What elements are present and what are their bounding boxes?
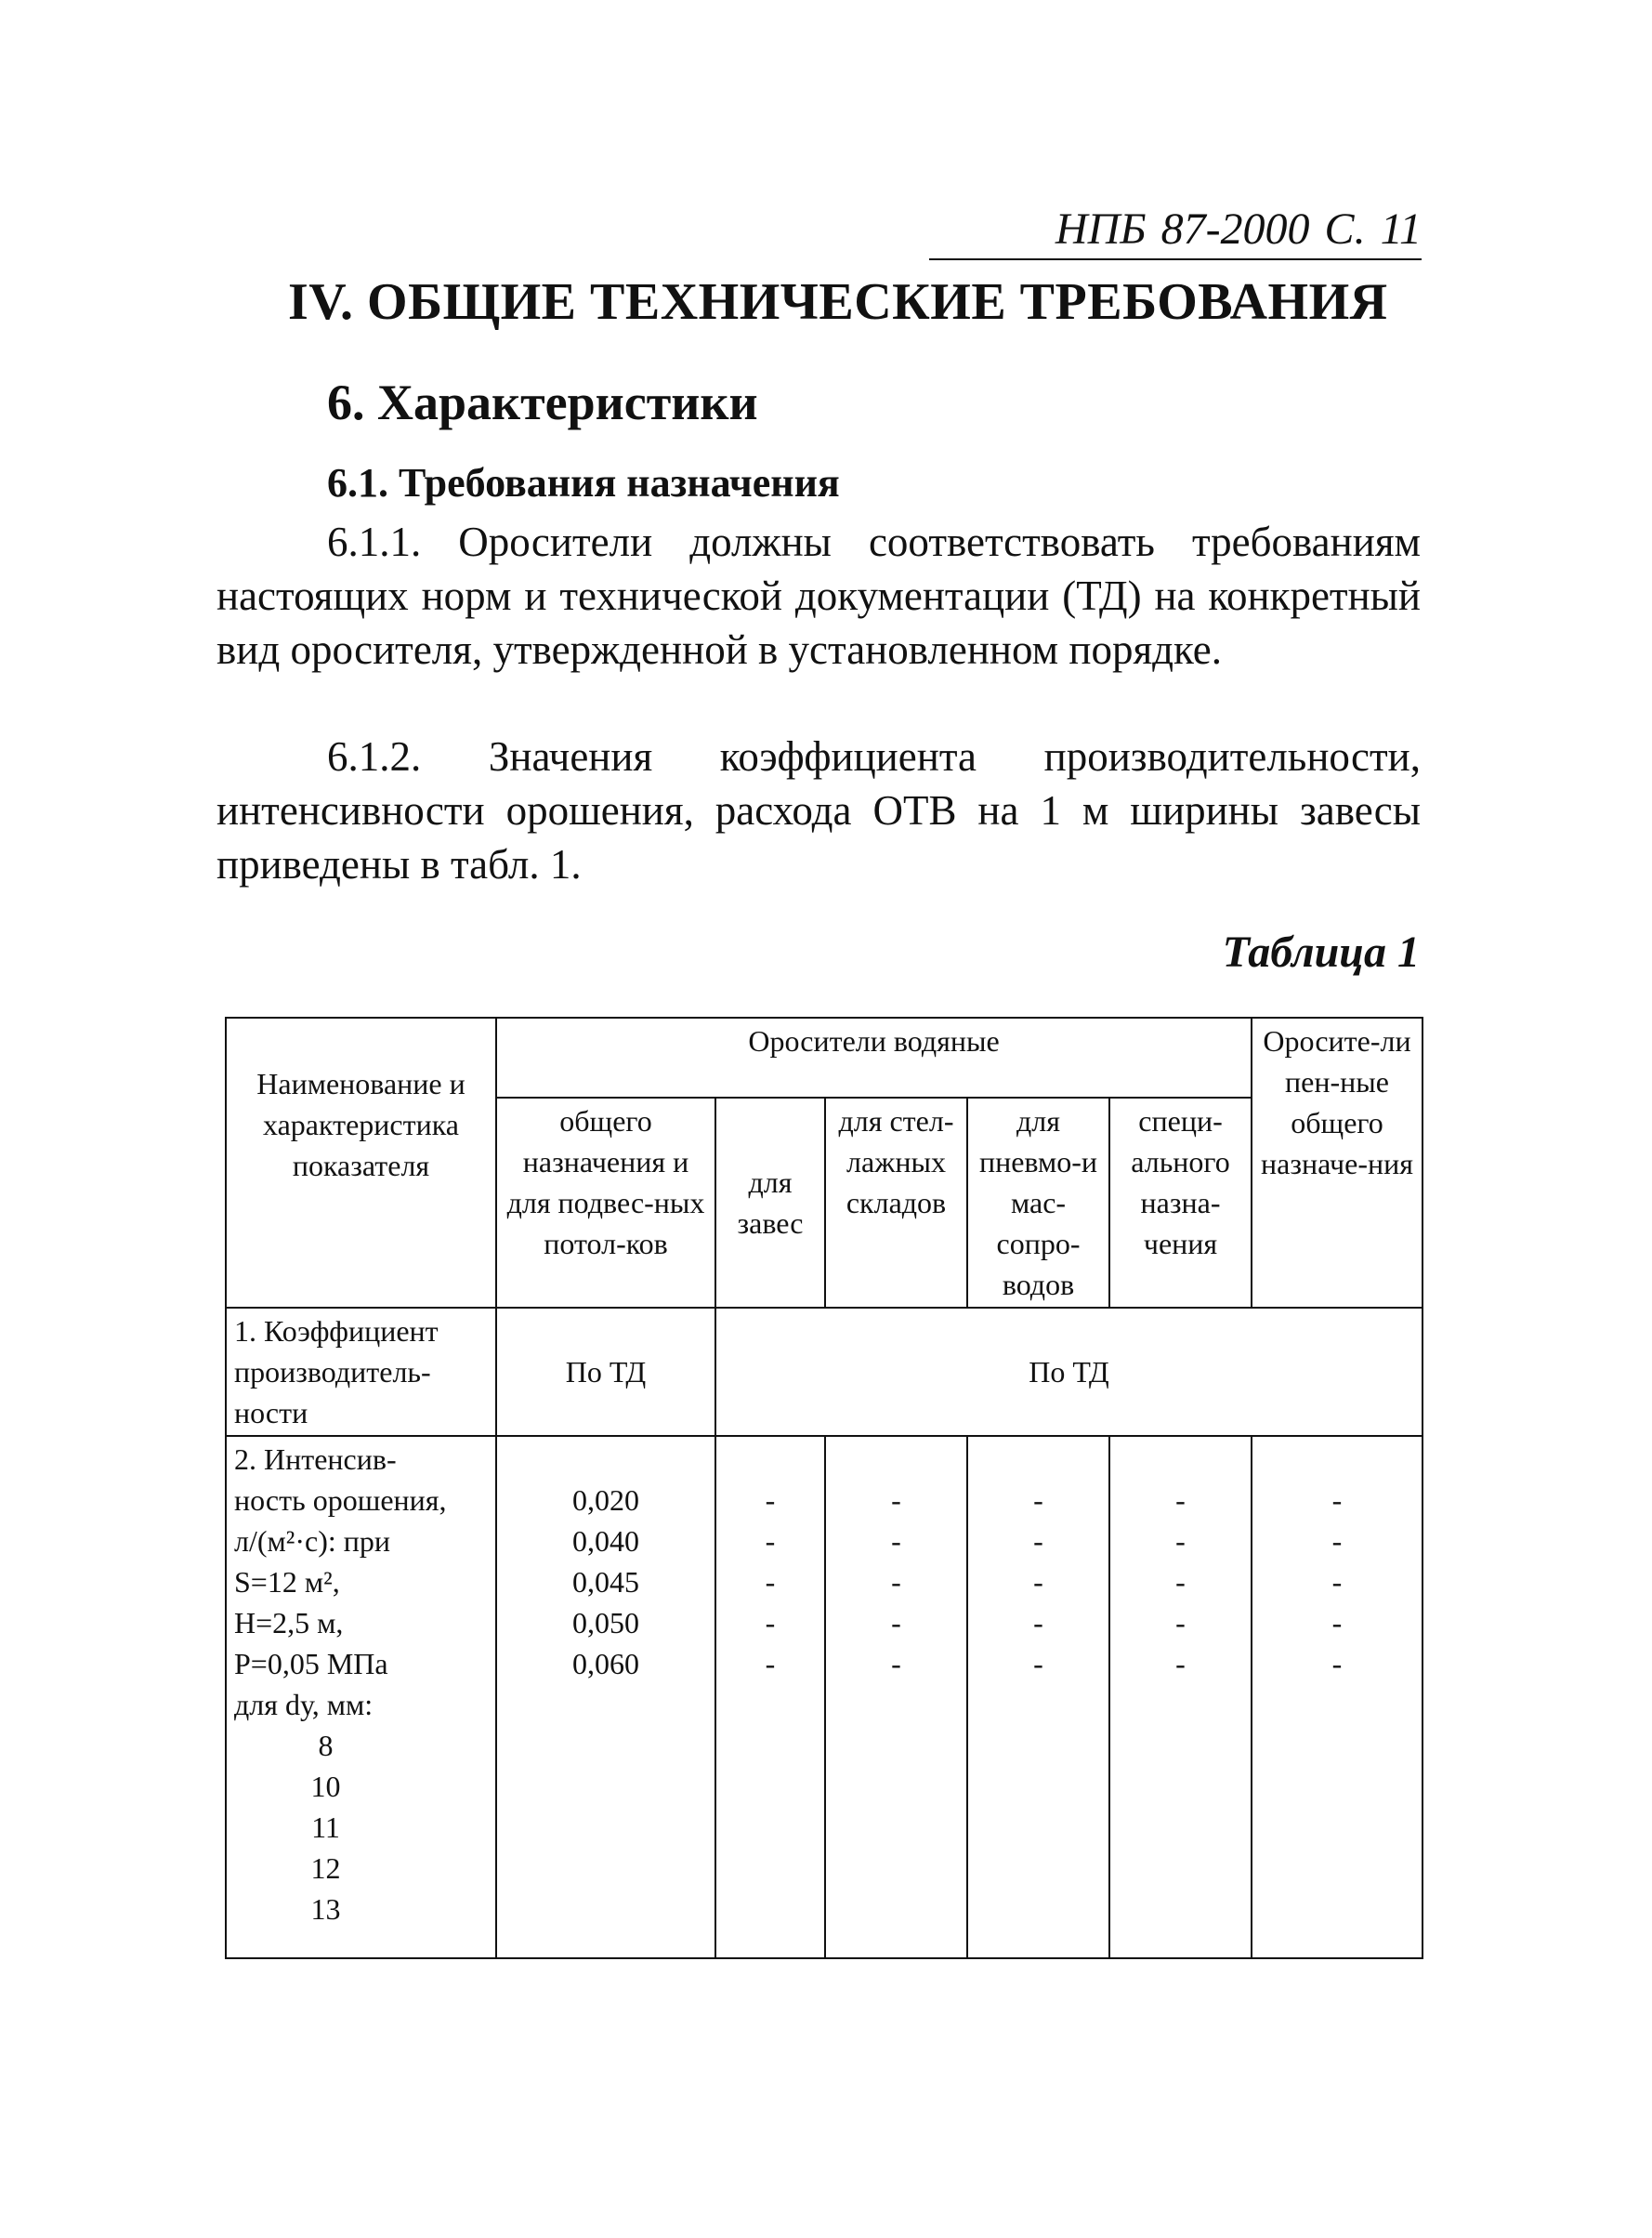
subsection-title: 6.1. Требования назначения xyxy=(327,460,840,506)
intensity-values-general xyxy=(496,1436,715,1958)
dash-cell: - xyxy=(891,1483,901,1517)
dash-cell: - xyxy=(1033,1606,1043,1639)
diameter-value: 10 xyxy=(310,1770,341,1803)
subheader-pneumatic: для пневмо-и мас-сопро-водов xyxy=(967,1098,1109,1308)
dash-cell: - xyxy=(891,1524,901,1558)
intensity-values-special xyxy=(1109,1436,1252,1958)
intensity-values-pneumatic xyxy=(967,1436,1109,1958)
dash-cell: - xyxy=(1033,1524,1043,1558)
subheader-general: общего назначения и для подвес-ных потол-ков xyxy=(496,1098,715,1308)
diameter-value: 8 xyxy=(318,1729,334,1762)
dash-cell: - xyxy=(1331,1483,1343,1517)
intensity-value: 0,020 xyxy=(572,1483,639,1517)
running-header: НПБ 87-2000 С. 11 xyxy=(929,203,1422,260)
subheader-rack-warehouses: для стел-лажных складов xyxy=(825,1098,967,1308)
table-row-intensity xyxy=(226,1436,1423,1958)
dash-cell: - xyxy=(1033,1483,1043,1517)
label-line: ность орошения, xyxy=(234,1483,447,1517)
dash-cell: - xyxy=(765,1606,776,1639)
group-header-foam: Оросите-ли пен-ные общего назначе-ния xyxy=(1252,1018,1423,1308)
dash-cell: - xyxy=(1033,1647,1043,1680)
dash-cell: - xyxy=(1175,1524,1186,1558)
dash-cell: - xyxy=(891,1606,901,1639)
intensity-value: 0,040 xyxy=(572,1524,639,1558)
label-line: л/(м²·с): при xyxy=(234,1524,391,1558)
label-line: H=2,5 м, xyxy=(234,1606,344,1639)
subheader-curtains: для завес xyxy=(715,1098,825,1308)
dash-cell: - xyxy=(1175,1647,1186,1680)
intensity-values-rack xyxy=(825,1436,967,1958)
diameter-value: 11 xyxy=(311,1810,340,1844)
dash-cell: - xyxy=(891,1647,901,1680)
diameter-value: 13 xyxy=(310,1892,341,1926)
row-label-intensity xyxy=(226,1436,496,1958)
dash-cell: - xyxy=(765,1483,776,1517)
label-line: 2. Интенсив- xyxy=(234,1442,397,1476)
dash-cell: - xyxy=(1331,1647,1343,1680)
dash-cell: - xyxy=(1331,1606,1343,1639)
diameter-value: 12 xyxy=(310,1851,341,1885)
label-line: S=12 м², xyxy=(234,1565,340,1599)
table-row-coefficient xyxy=(226,1308,1423,1436)
dash-cell: - xyxy=(891,1565,901,1599)
dash-cell: - xyxy=(765,1524,776,1558)
corner-header: Наименование и характеристика показателя xyxy=(226,1018,496,1308)
group-header-water: Оросители водяные xyxy=(496,1018,1252,1098)
cell-coefficient-rest: По ТД xyxy=(715,1308,1423,1436)
dash-cell: - xyxy=(1175,1483,1186,1517)
intensity-value: 0,060 xyxy=(572,1647,639,1680)
label-line: P=0,05 МПа xyxy=(234,1647,388,1680)
subheader-special: специ-ального назна-чения xyxy=(1109,1098,1252,1308)
section-title: 6. Характеристики xyxy=(327,375,758,430)
dash-cell: - xyxy=(1331,1565,1343,1599)
cell-coefficient-general: По ТД xyxy=(496,1308,715,1436)
row-label-coefficient: 1. Коэффициент производитель-ности xyxy=(226,1308,496,1436)
dash-cell: - xyxy=(1331,1524,1343,1558)
intensity-value: 0,050 xyxy=(572,1606,639,1639)
dash-cell: - xyxy=(1033,1565,1043,1599)
intensity-values-foam xyxy=(1252,1436,1423,1958)
dash-cell: - xyxy=(1175,1606,1186,1639)
dash-cell: - xyxy=(765,1647,776,1680)
label-line: для dу, мм: xyxy=(234,1688,374,1721)
part-title: IV. ОБЩИЕ ТЕХНИЧЕСКИЕ ТРЕБОВАНИЯ xyxy=(288,273,1388,331)
intensity-values-curtains xyxy=(715,1436,825,1958)
paragraph-6-1-1: 6.1.1. Оросители должны соответствовать требованиям настоящих норм и технической документации (ТД) на конкретный вид оросителя, утвержденной в установленном порядке. xyxy=(216,519,1421,673)
table-header-row-1 xyxy=(226,1018,1423,1098)
paragraph-6-1-2: 6.1.2. Значения коэффициента производительности, интенсивности орошения, расхода ОТВ на 1 м ширины завесы приведены в табл. 1. xyxy=(216,733,1421,888)
intensity-value: 0,045 xyxy=(572,1565,639,1599)
dash-cell: - xyxy=(1175,1565,1186,1599)
characteristics-table xyxy=(225,1017,1423,1959)
dash-cell: - xyxy=(765,1565,776,1599)
table-caption: Таблица 1 xyxy=(1222,928,1420,977)
